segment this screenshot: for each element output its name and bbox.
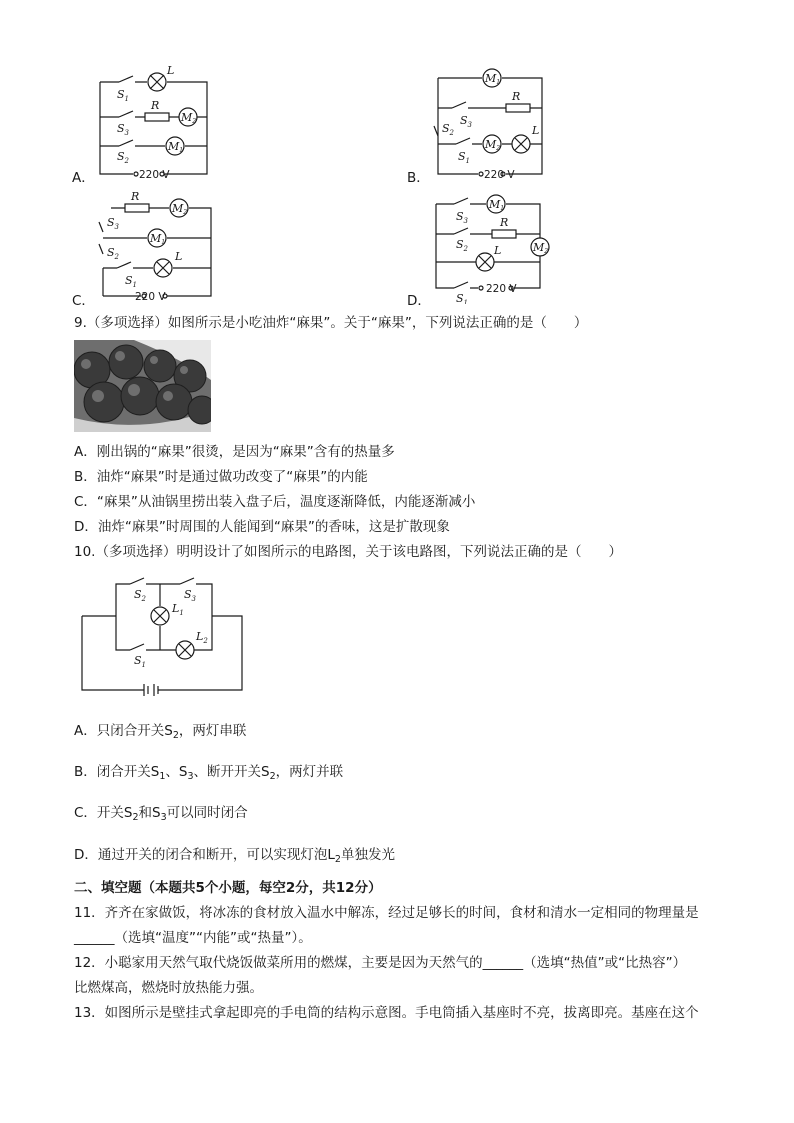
svg-text:220 V: 220 V bbox=[484, 169, 515, 180]
svg-text:220 V: 220 V bbox=[139, 169, 170, 180]
q9-option-a: A．刚出锅的“麻果”很烫，是因为“麻果”含有的热量多 bbox=[74, 444, 395, 460]
svg-text:M2: M2 bbox=[485, 138, 501, 152]
circuit-diagram-d bbox=[430, 192, 550, 304]
fried-sesame-balls-photo bbox=[74, 340, 211, 432]
q10-option-d: D．通过开关的闭合和断开，可以实现灯泡$L_2$单独发光 bbox=[74, 847, 395, 865]
question-9-stem: 9.（多项选择）如图所示是小吃油炸“麻果”。关于“麻果”，下列说法正确的是（ ） bbox=[74, 315, 588, 331]
svg-text:L: L bbox=[175, 250, 183, 263]
svg-text:S3: $S_3$ bbox=[184, 588, 197, 603]
question-13-line-1: 13．如图所示是壁挂式拿起即亮的手电筒的结构示意图。手电筒插入基座时不亮，拔离即亮。基座在这个 bbox=[74, 1005, 699, 1021]
svg-text:R: R bbox=[500, 216, 509, 229]
circuit-diagram-c bbox=[95, 192, 215, 304]
question-11-line-2: ______（选填“温度”“内能”或“热量”）。 bbox=[74, 930, 312, 946]
svg-text:L: L bbox=[532, 124, 540, 137]
svg-text:M1: M1 bbox=[150, 232, 166, 246]
svg-text:220 V: 220 V bbox=[135, 291, 166, 303]
q10-option-c: C．开关$S_2$和$S_3$可以同时闭合 bbox=[74, 805, 248, 823]
svg-text:S1: $S_1$ bbox=[125, 274, 138, 289]
svg-text:220 V: 220 V bbox=[486, 283, 517, 295]
question-10-stem: 10.（多项选择）明明设计了如图所示的电路图，关于该电路图，下列说法正确的是（ ） bbox=[74, 544, 622, 560]
svg-text:L2: $L_2$ bbox=[196, 630, 208, 645]
svg-text:M1: M1 bbox=[485, 72, 501, 86]
q9-option-d: D．油炸“麻果”时周围的人能闻到“麻果”的香味，这是扩散现象 bbox=[74, 519, 450, 535]
option-a-label: A． bbox=[72, 170, 95, 186]
svg-text:M1: M1 bbox=[168, 140, 184, 154]
svg-text:M2: M2 bbox=[172, 202, 188, 216]
svg-text:S2: $S_2$ bbox=[134, 588, 147, 603]
svg-text:R: R bbox=[151, 99, 160, 112]
circuit-diagram-a bbox=[95, 62, 215, 180]
svg-text:L: L bbox=[494, 244, 502, 257]
option-b-label: B． bbox=[407, 170, 430, 186]
svg-text:S2: $S_2$ bbox=[456, 238, 469, 253]
circuit-diagram-q10 bbox=[76, 568, 248, 698]
question-12-line-1: 12．小聪家用天然气取代烧饭做菜所用的燃煤，主要是因为天然气的______（选填“热值”或“比热容”） bbox=[74, 955, 687, 971]
svg-text:S3: $S_3$ bbox=[460, 114, 473, 129]
option-d-label: D． bbox=[407, 293, 431, 309]
svg-text:S1: $S_1$ bbox=[117, 88, 130, 103]
circuit-diagram-b bbox=[430, 66, 550, 180]
option-c-label: C． bbox=[72, 293, 95, 309]
svg-text:R: R bbox=[131, 192, 140, 203]
q10-option-b: B．闭合开关$S_1$、$S_3$、断开开关$S_2$，两灯并联 bbox=[74, 764, 344, 782]
svg-text:M1: M1 bbox=[489, 198, 505, 212]
question-11-line-1: 11．齐齐在家做饭，将冰冻的食材放入温水中解冻，经过足够长的时间，食材和清水一定相同的物理量是 bbox=[74, 905, 699, 921]
svg-text:S2: $S_2$ bbox=[117, 150, 130, 165]
svg-text:S2: $S_2$ bbox=[107, 246, 120, 261]
lamp-label: L bbox=[167, 64, 175, 77]
svg-text:S1: $S_1$ bbox=[458, 150, 471, 165]
q9-option-b: B．油炸“麻果”时是通过做功改变了“麻果”的内能 bbox=[74, 469, 368, 485]
question-12-line-2: 比燃煤高，燃烧时放热能力强。 bbox=[74, 980, 263, 996]
svg-text:L1: $L_1$ bbox=[172, 602, 184, 617]
svg-text:S1: $S_1$ bbox=[456, 292, 469, 304]
q9-option-c: C．“麻果”从油锅里捞出装入盘子后，温度逐渐降低，内能逐渐减小 bbox=[74, 494, 476, 510]
svg-text:R: R bbox=[512, 90, 521, 103]
svg-text:M2: M2 bbox=[181, 111, 197, 125]
section-2-heading: 二、填空题（本题共5个小题，每空2分，共12分） bbox=[74, 880, 382, 896]
svg-text:S2: $S_2$ bbox=[442, 122, 455, 137]
svg-text:S3: $S_3$ bbox=[456, 210, 469, 225]
svg-text:S3: $S_3$ bbox=[117, 122, 130, 137]
svg-text:S1: $S_1$ bbox=[134, 654, 147, 669]
q10-option-a: A．只闭合开关$S_2$，两灯串联 bbox=[74, 723, 247, 741]
svg-text:S3: $S_3$ bbox=[107, 216, 120, 231]
svg-text:M2: M2 bbox=[533, 241, 549, 255]
